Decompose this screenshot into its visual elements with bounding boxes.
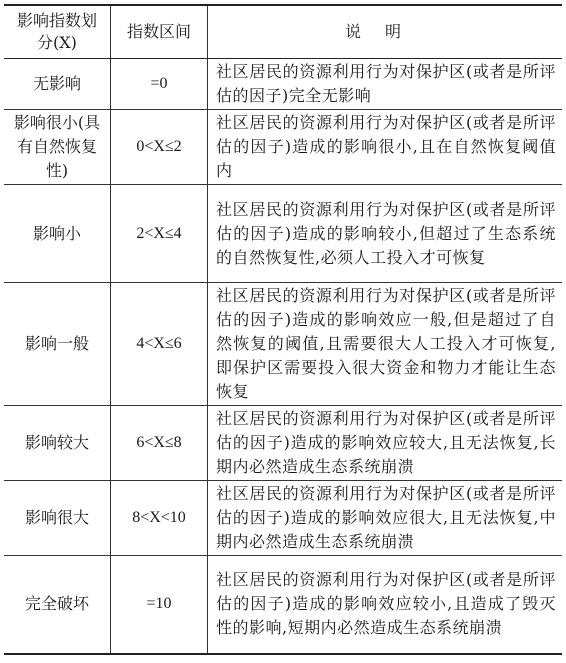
description-cell	[208, 59, 563, 110]
range-cell	[111, 283, 208, 406]
level-label: 影响一般	[24, 334, 89, 353]
description-cell	[208, 556, 563, 654]
description-text: 社区居民的资源利用行为对保护区(或者是所评估的因子)造成的影响效应一般,但是超过了自然恢复的阈值,且需要很大人工投入才可恢复,即保护区需要投入很大资金和物力才能让生态恢复	[216, 286, 556, 401]
header-col-description-label: 说明	[344, 22, 425, 41]
range-label: =0	[150, 75, 168, 92]
description-cell	[208, 185, 563, 283]
description-text: 社区居民的资源利用行为对保护区(或者是所评估的因子)造成的影响较小,但超过了生态系统的自然恢复性,必须人工投入才可恢复	[216, 199, 556, 267]
level-cell	[4, 283, 111, 406]
level-label: 影响很小(具有自然恢复性)	[13, 113, 101, 180]
level-cell	[4, 556, 111, 654]
level-cell	[4, 59, 111, 110]
description-cell	[208, 283, 563, 406]
table-row	[4, 59, 562, 110]
range-cell	[111, 406, 208, 481]
header-col-level-label: 影响指数划分(X)	[16, 11, 97, 52]
range-cell	[111, 185, 208, 283]
range-cell	[111, 59, 208, 110]
description-cell	[208, 481, 563, 556]
description-cell	[208, 110, 563, 185]
range-label: 0<X≤2	[136, 138, 182, 155]
level-label: 影响较大	[24, 433, 89, 452]
level-cell	[4, 406, 111, 481]
range-label: 2<X≤4	[136, 224, 182, 242]
level-cell	[4, 185, 111, 283]
range-label: 8<X<10	[132, 509, 186, 526]
header-col-range-label: 指数区间	[126, 22, 191, 41]
header-row	[4, 5, 562, 59]
range-cell	[111, 556, 208, 654]
level-label: 无影响	[32, 74, 81, 93]
description-text: 社区居民的资源利用行为对保护区(或者是所评估的因子)造成的影响效应较小,且造成了毁灭性的影响,短期内必然造成生态系统崩溃	[216, 570, 556, 638]
description-text: 社区居民的资源利用行为对保护区(或者是所评估的因子)造成的影响很小,且在自然恢复阈值内	[216, 113, 556, 180]
description-cell	[208, 406, 563, 481]
level-label: 影响小	[32, 223, 81, 243]
level-label: 完全破坏	[24, 594, 89, 614]
level-label: 影响很大	[24, 508, 89, 527]
header-col-description	[208, 5, 563, 59]
description-text: 社区居民的资源利用行为对保护区(或者是所评估的因子)造成的影响效应较大,且无法恢复,长期内必然造成生态系统崩溃	[216, 409, 556, 476]
table-row	[4, 481, 562, 556]
range-label: 4<X≤6	[136, 335, 182, 352]
range-label: 6<X≤8	[136, 434, 182, 451]
table-row	[4, 283, 562, 406]
table-row	[4, 556, 562, 654]
range-cell	[111, 481, 208, 556]
table-row	[4, 185, 562, 283]
header-col-level	[4, 5, 111, 59]
level-cell	[4, 110, 111, 185]
impact-index-table	[4, 4, 562, 655]
header-col-range	[111, 5, 208, 59]
table-row	[4, 406, 562, 481]
description-text: 社区居民的资源利用行为对保护区(或者是所评估的因子)完全无影响	[216, 62, 556, 105]
table-row	[4, 110, 562, 185]
description-text: 社区居民的资源利用行为对保护区(或者是所评估的因子)造成的影响效应很大,且无法恢复,中期内必然造成生态系统崩溃	[216, 484, 556, 551]
level-cell	[4, 481, 111, 556]
range-label: =10	[146, 595, 172, 613]
range-cell	[111, 110, 208, 185]
